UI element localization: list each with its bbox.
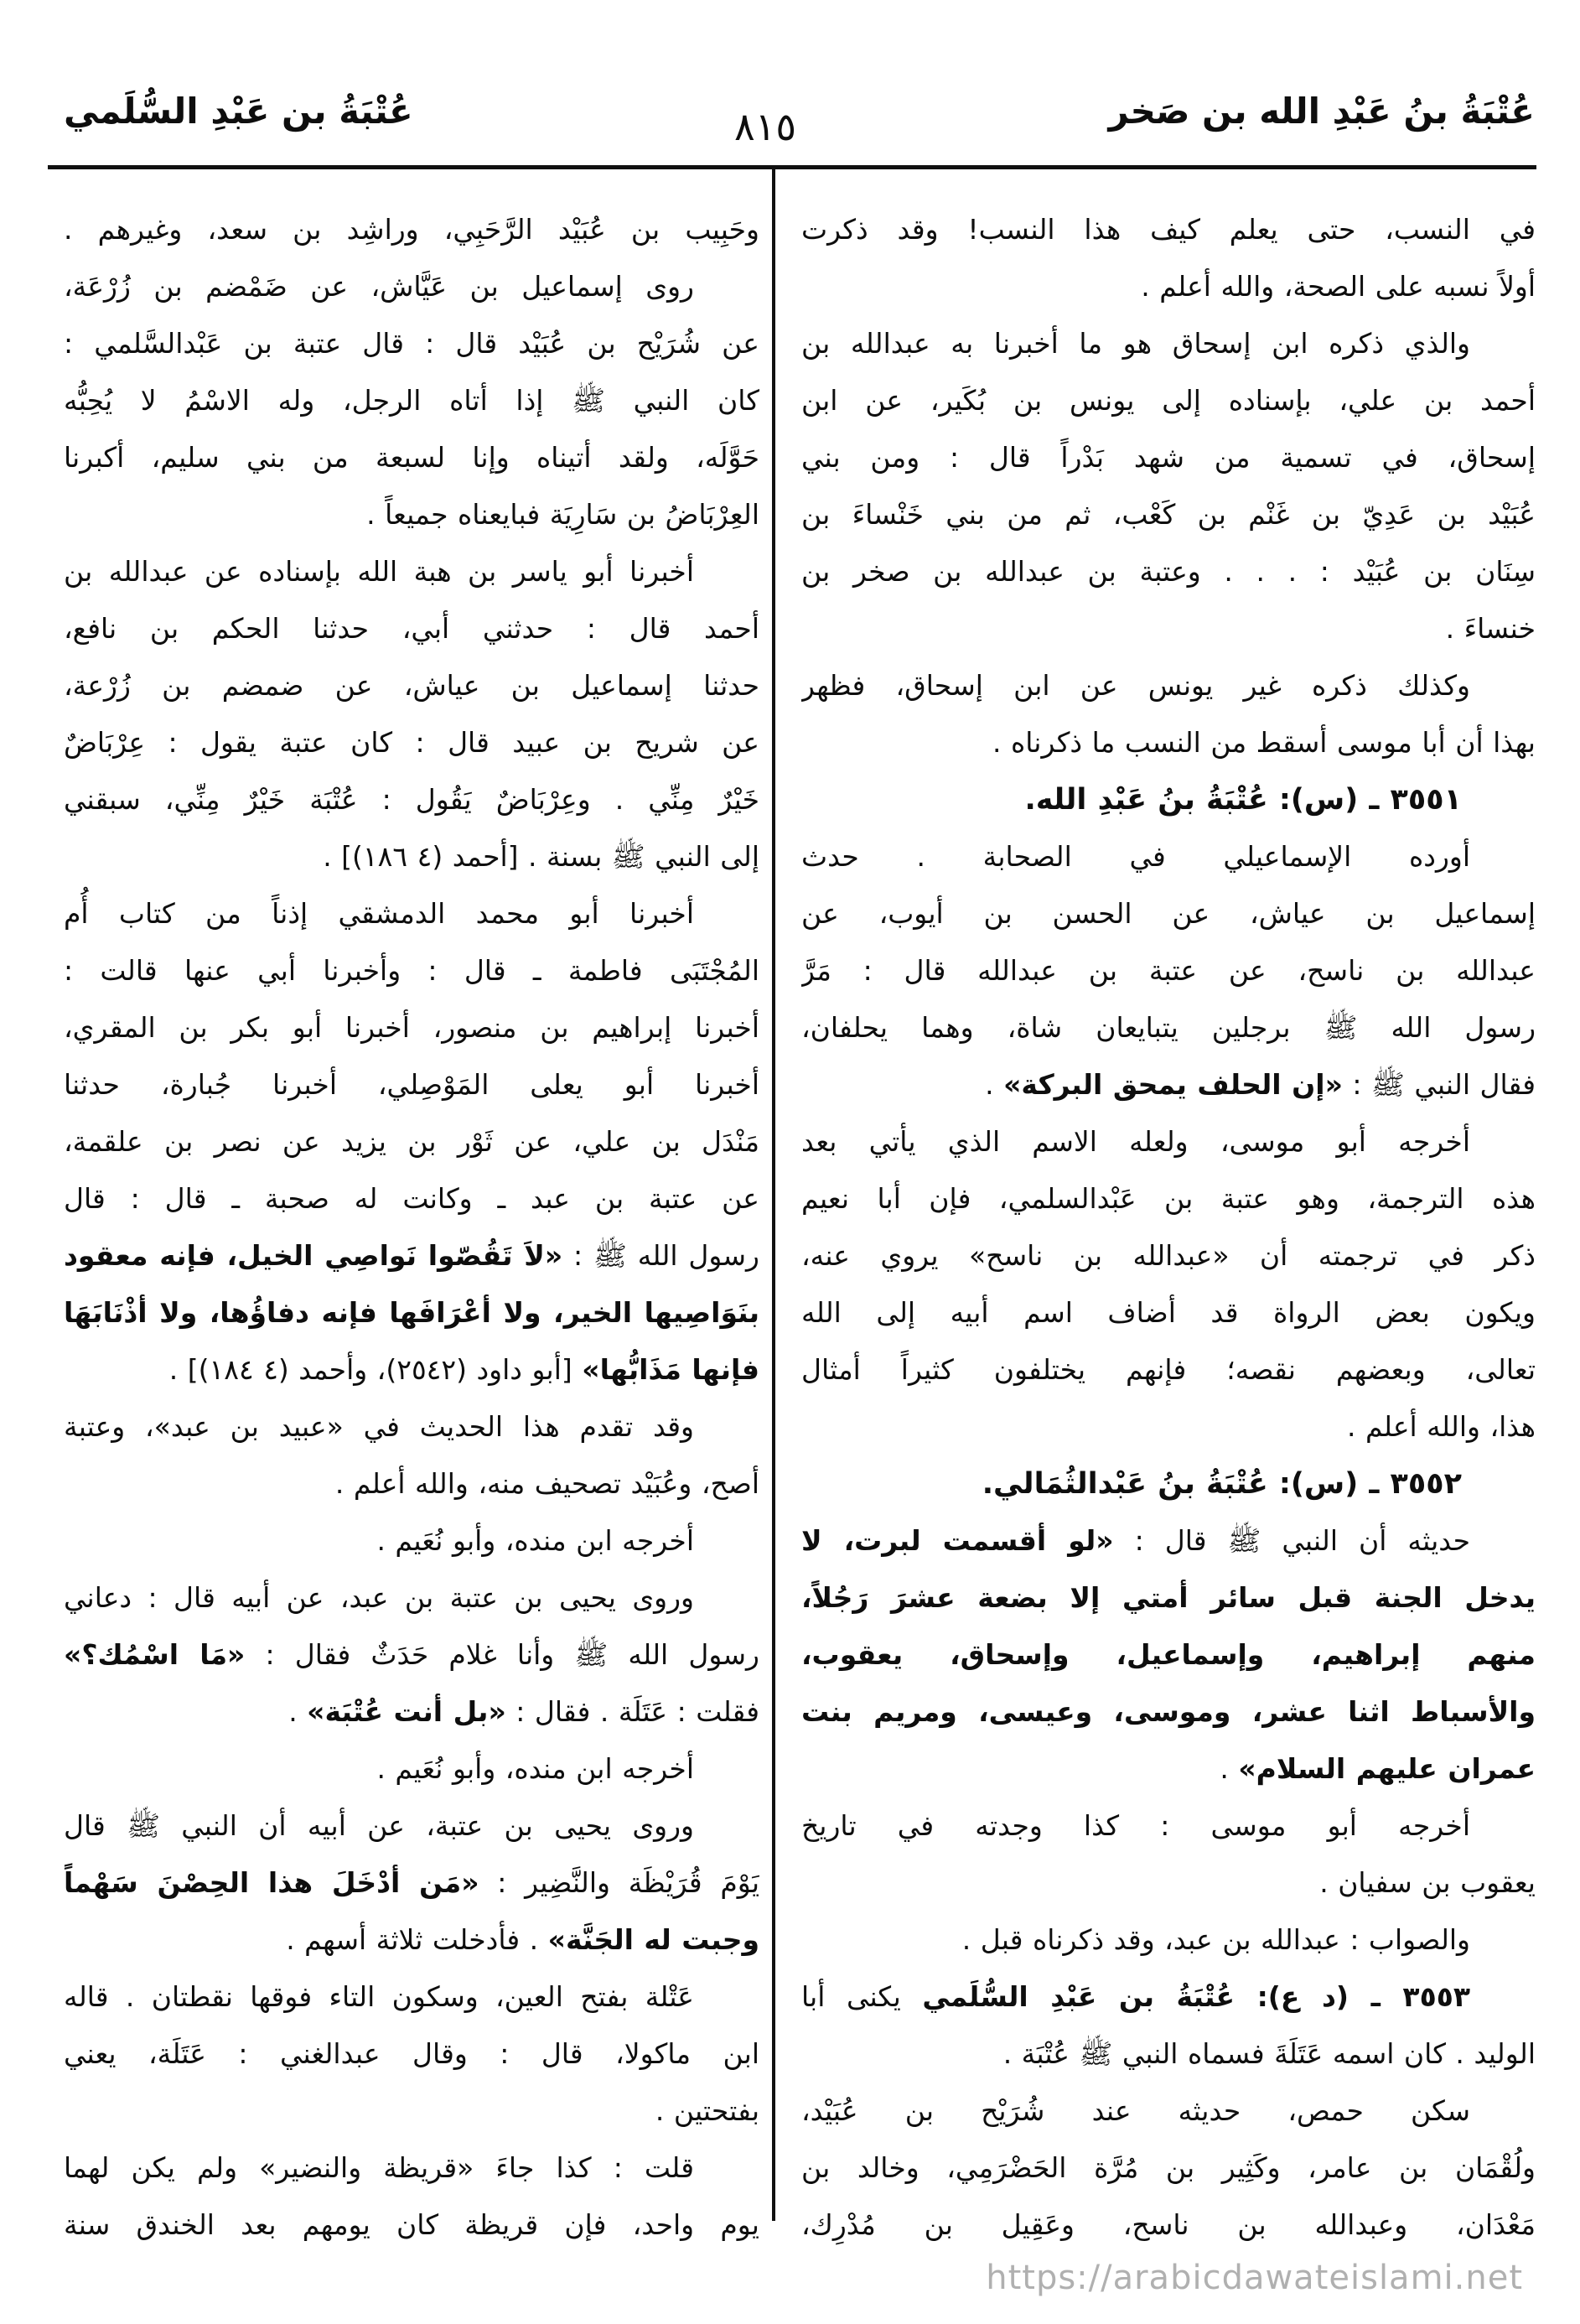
text-run: إلى النبي ﷺ بسنة . [أحمد (٤ ١٨٦)] .	[323, 840, 759, 873]
text-line	[64, 1969, 759, 2026]
text-run: قلت : كذا جاءَ «قريظة والنضير» ولم يكن لهما	[64, 2151, 694, 2184]
text-run: في النسب، حتى يعلم كيف هذا النسب! وقد ذكرت	[801, 213, 1536, 246]
text-line	[64, 2197, 759, 2254]
page-number: ٨١٥	[733, 104, 797, 149]
text-run: ٣٥٥٢ ـ (س): عُتْبَةُ بنُ عَبْدالثُمَالي.	[982, 1467, 1462, 1501]
text-line	[64, 2083, 759, 2140]
text-run: عن شُرَيْح بن عُبَيْد قال : قال عتبة بن عَبْدالسَّلمي :	[64, 327, 759, 360]
text-line	[64, 543, 759, 600]
text-run: أولاً نسبه على الصحة، والله أعلم .	[1141, 270, 1536, 303]
text-run: وروى يحيى بن عتبة، عن أبيه أن النبي ﷺ قال	[64, 1809, 694, 1842]
text-run: مَعْدَان، وعبدالله بن ناسح، وعَقِيل بن مُدْرِك،	[801, 2208, 1536, 2241]
text-run: رسول الله ﷺ برجلين يتبايعان شاة، وهما يحلفان،	[801, 1011, 1536, 1044]
text-line	[801, 372, 1536, 429]
text-line	[64, 1740, 759, 1797]
text-run: يعقوب بن سفيان .	[1319, 1866, 1536, 1899]
text-run: وقد تقدم هذا الحديث في «عبيد بن عبد»، وعتبة	[64, 1410, 694, 1443]
text-run: «مَن أدْخَلَ هذا الحِصْنَ سَهْماً	[64, 1866, 479, 1899]
text-run: حَوَّلَه، ولقد أتيناه وإنا لسبعة من بني سليم، أكبرنا	[64, 441, 759, 474]
text-run: الوليد . كان اسمه عَتَلَةَ فسماه النبي ﷺ عُتْبَة .	[1002, 2037, 1536, 2070]
text-line	[64, 1797, 759, 1855]
text-run: .	[288, 1695, 308, 1728]
text-run: رسول الله ﷺ وأنا غلام حَدَثٌ فقال :	[245, 1638, 759, 1671]
text-line	[64, 1170, 759, 1227]
text-line	[801, 657, 1536, 714]
text-line	[801, 1398, 1536, 1455]
text-line	[64, 1455, 759, 1512]
text-run: خَيْرٌ مِنِّي . وعِرْبَاضٌ يَقُول : عُتْبَة خَيْرٌ مِنِّي، سبقني	[64, 783, 759, 816]
text-line	[801, 429, 1536, 486]
text-run: بفتحتين .	[655, 2094, 759, 2127]
text-run: أخرجه أبو موسى : كذا وجدته في تاريخ	[801, 1809, 1470, 1842]
text-run: ٣٥٥١ ـ (س): عُتْبَةُ بنُ عَبْدِ الله.	[1024, 783, 1462, 817]
text-line	[64, 372, 759, 429]
entry-heading	[801, 771, 1536, 828]
header-rule	[48, 165, 1536, 169]
text-line	[64, 1683, 759, 1740]
text-line	[64, 1912, 759, 1969]
text-run: وكذلك ذكره غير يونس عن ابن إسحاق، فظهر	[801, 669, 1470, 702]
text-run: العِرْبَاضُ بن سَارِيَة فبايعناه جميعاً .	[366, 498, 759, 531]
text-run: أورده الإسماعيلي في الصحابة . حدث	[801, 840, 1470, 873]
text-run: فإنها مَذَابُّها»	[582, 1353, 759, 1386]
text-line	[801, 1740, 1536, 1797]
text-run: رسول الله ﷺ :	[562, 1239, 759, 1272]
text-run: أخبرنا إبراهيم بن منصور، أخبرنا أبو بكر بن المقري،	[64, 1011, 759, 1044]
text-run: أخبرنا أبو محمد الدمشقي إذناً من كتاب أُم	[64, 897, 694, 930]
text-line	[64, 429, 759, 486]
text-run: أخرجه أبو موسى، ولعله الاسم الذي يأتي بعد	[801, 1125, 1470, 1158]
text-line	[801, 714, 1536, 771]
text-run: منهم إبراهيم، وإسماعيل، وإسحاق، يعقوب،	[801, 1638, 1536, 1671]
text-run: ولُقْمَان بن عامر، وكَثِير بن مُرَّة الحَضْرَمِي، وخالد بن	[801, 2151, 1536, 2184]
text-line	[64, 885, 759, 942]
text-run: . فأدخلت ثلاثة أسهم .	[286, 1923, 548, 1956]
text-run: عن عتبة بن عبد ـ وكانت له صحبة ـ قال : قال	[64, 1182, 759, 1215]
text-line	[801, 1969, 1536, 2026]
text-line	[801, 543, 1536, 600]
text-line	[801, 2026, 1536, 2083]
text-line	[801, 1569, 1536, 1626]
text-run: عبدالله بن ناسح، عن عتبة بن عبدالله قال : مَرَّ	[801, 954, 1536, 987]
text-run: «إن الحلف يمحق البركة»	[1003, 1068, 1343, 1101]
text-line	[64, 1398, 759, 1455]
text-run: إسحاق، في تسمية من شهد بَدْراً قال : ومن بني	[801, 441, 1536, 474]
text-line	[801, 315, 1536, 372]
text-run: هذا، والله أعلم .	[1346, 1410, 1536, 1443]
text-run: يَوْمَ قُرَيْظَة والنَّضِير :	[479, 1866, 759, 1899]
text-run: «بل أنت عُتْبَة»	[307, 1695, 506, 1728]
text-run: يكنى أبا	[801, 1980, 923, 2013]
text-line	[801, 1512, 1536, 1569]
text-run: كان النبي ﷺ إذا أتاه الرجل، وله الاسْمُ لا يُحِبُّه	[64, 384, 759, 417]
text-run: أحمد قال : حدثني أبي، حدثنا الحكم بن نافع،	[64, 612, 759, 645]
site-watermark: https://arabicdawateislami.net	[986, 2259, 1523, 2297]
text-line	[64, 315, 759, 372]
text-line	[64, 201, 759, 258]
entry-heading	[801, 1455, 1536, 1512]
text-run: حدثنا إسماعيل بن عياش، عن ضمضم بن زُرْعة،	[64, 669, 759, 702]
text-run: حديثه أن النبي ﷺ قال :	[1113, 1524, 1470, 1557]
text-line	[64, 1341, 759, 1398]
text-run: .	[985, 1068, 1004, 1101]
text-line	[64, 1626, 759, 1683]
text-run: أخبرنا أبو يعلى المَوْصِلي، أخبرنا جُبارة، حدثنا	[64, 1068, 759, 1101]
text-line	[64, 1512, 759, 1569]
text-run: يوم واحد، فإن قريظة كان يومهم بعد الخندق سنة	[64, 2208, 759, 2241]
text-line	[801, 1170, 1536, 1227]
text-run: أحمد بن علي، بإسناده إلى يونس بن بُكَير، عن ابن	[801, 384, 1536, 417]
text-run: ويكون بعض الرواة قد أضاف اسم أبيه إلى الله	[801, 1296, 1536, 1329]
text-line	[801, 1227, 1536, 1284]
text-line	[801, 942, 1536, 999]
text-line	[801, 1797, 1536, 1855]
text-run: ابن ماكولا، قال : وقال عبدالغني : عَتَلَة، يعني	[64, 2037, 759, 2070]
text-line	[801, 258, 1536, 315]
text-run: «لو أقسمت لبرت، لا	[801, 1524, 1114, 1557]
text-run: سِنَان بن عُبَيْد : . . . وعتبة بن عبدالله بن صخر بن	[801, 555, 1536, 588]
text-run: والصواب : عبدالله بن عبد، وقد ذكرناه قبل .	[961, 1923, 1470, 1956]
running-head-left: عُتْبَةُ بن عَبْدِ السُّلَمي	[64, 91, 413, 132]
text-line	[801, 1056, 1536, 1113]
text-run: أخرجه ابن منده، وأبو نُعَيم .	[376, 1752, 694, 1785]
text-line	[64, 1569, 759, 1626]
text-line	[64, 999, 759, 1056]
text-line	[801, 2140, 1536, 2197]
text-line	[801, 999, 1536, 1056]
text-run: فقال النبي ﷺ :	[1342, 1068, 1536, 1101]
text-line	[64, 828, 759, 885]
text-line	[64, 2026, 759, 2083]
text-line	[64, 486, 759, 543]
left-column-text	[64, 201, 759, 2254]
text-run: والأسباط اثنا عشر، وموسى، وعيسى، ومريم بنت	[801, 1695, 1536, 1728]
text-run: إسماعيل بن عياش، عن الحسن بن أيوب، عن	[801, 897, 1536, 930]
text-line	[801, 2197, 1536, 2254]
text-run: فقلت : عَتَلَة . فقال :	[505, 1695, 759, 1728]
text-line	[801, 885, 1536, 942]
text-run: ٣٥٥٣ ـ (د ع): عُتْبَةُ بن عَبْدِ السُّلَمي	[922, 1980, 1470, 2013]
text-run: أصح، وعُبَيْد تصحيف منه، والله أعلم .	[334, 1467, 759, 1500]
text-run: [أبو داود (٢٥٤٢)، وأحمد (٤ ١٨٤)] .	[168, 1353, 583, 1386]
text-run: «مَا اسْمُك؟»	[64, 1638, 246, 1671]
text-run: تعالى، وبعضهم نقصه؛ فإنهم يختلفون كثيراً أمثال	[801, 1353, 1536, 1386]
text-run: عمران عليهم السلام»	[1238, 1752, 1536, 1785]
text-run: وروى يحيى بن عتبة بن عبد، عن أبيه قال : دعاني	[64, 1581, 694, 1614]
text-run: عَتْلة بفتح العين، وسكون التاء فوقها نقطتان . قاله	[64, 1980, 694, 2013]
text-line	[64, 1113, 759, 1170]
text-line	[801, 828, 1536, 885]
text-run: روى إسماعيل بن عَيَّاش، عن ضَمْضم بن زُرْعَة،	[64, 270, 694, 303]
text-line	[801, 2083, 1536, 2140]
text-run: «لاَ تَقُصّوا نَواصِي الخيل، فإنه معقود	[64, 1239, 563, 1272]
text-run: بنَوَاصِيها الخير، ولا أعْرَافَها فإنه دفاؤُها، ولا أذْنَابَهَا	[64, 1296, 759, 1329]
text-line	[64, 657, 759, 714]
text-run: وجبت له الجَنَّة»	[547, 1923, 759, 1956]
text-run: عُبَيْد بن عَدِيّ بن غَنْم بن كَعْب، ثم من بني خَنْساءَ بن	[801, 498, 1536, 531]
text-run: مَنْدَل بن علي، عن ثَوْر بن يزيد عن نصر بن علقمة،	[64, 1125, 759, 1158]
text-run: وحَبِيب بن عُبَيْد الرَّحَبِي، وراشِد بن سعد، وغيرهم .	[64, 213, 759, 246]
text-run: والذي ذكره ابن إسحاق هو ما أخبرنا به عبدالله بن	[801, 327, 1470, 360]
text-run: المُجْتَبَى فاطمة ـ قال : وأخبرنا أبي عنها قالت :	[64, 954, 759, 987]
text-line	[801, 1683, 1536, 1740]
text-line	[64, 600, 759, 657]
text-line	[801, 1855, 1536, 1912]
text-line	[64, 1227, 759, 1284]
text-line	[801, 1912, 1536, 1969]
text-run: خنساءَ .	[1445, 612, 1536, 645]
text-run: عن شريح بن عبيد قال : كان عتبة يقول : عِرْبَاضٌ	[64, 726, 759, 759]
text-line	[801, 486, 1536, 543]
text-line	[64, 714, 759, 771]
text-line	[64, 1056, 759, 1113]
text-line	[64, 771, 759, 828]
text-line	[64, 1284, 759, 1341]
text-run: يدخل الجنة قبل سائر أمتي إلا بضعة عشرَ رَجُلاً،	[801, 1581, 1536, 1614]
column-divider	[772, 165, 775, 2221]
text-run: أخرجه ابن منده، وأبو نُعَيم .	[376, 1524, 694, 1557]
text-line	[801, 1341, 1536, 1398]
running-head-right: عُتْبَةُ بنُ عَبْدِ الله بن صَخر	[1108, 91, 1535, 132]
text-run: سكن حمص، حديثه عند شُرَيْح بن عُبَيْد،	[801, 2094, 1470, 2127]
text-line	[801, 600, 1536, 657]
text-line	[64, 942, 759, 999]
text-line	[64, 1855, 759, 1912]
right-column-text	[801, 201, 1536, 2254]
text-line	[801, 1113, 1536, 1170]
text-line	[64, 2140, 759, 2197]
text-line	[64, 258, 759, 315]
text-line	[801, 201, 1536, 258]
text-run: هذه الترجمة، وهو عتبة بن عَبْدالسلمي، فإن أبا نعيم	[801, 1182, 1536, 1215]
text-line	[801, 1626, 1536, 1683]
text-line	[801, 1284, 1536, 1341]
text-run: بهذا أن أبا موسى أسقط من النسب ما ذكرناه .	[992, 726, 1536, 759]
text-run: ذكر في ترجمته أن «عبدالله بن ناسح» يروي عنه،	[801, 1239, 1536, 1272]
text-run: .	[1220, 1752, 1239, 1785]
text-run: أخبرنا أبو ياسر بن هبة الله بإسناده عن عبدالله بن	[64, 555, 694, 588]
